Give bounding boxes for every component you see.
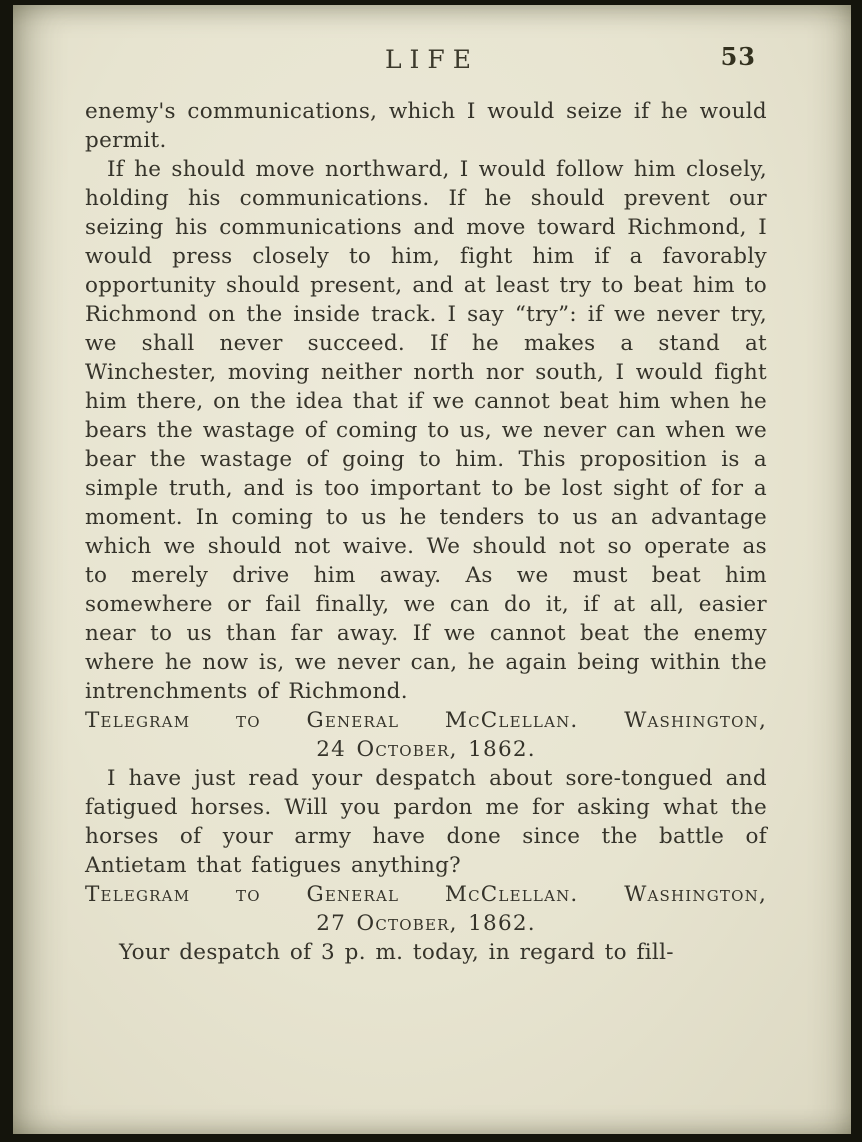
book-page — [13, 5, 851, 1134]
running-head-title: LIFE — [384, 45, 480, 74]
page-text — [85, 97, 767, 967]
paragraph: If he should move northward, I would follow him closely, holding his communications. If he should prevent our seizing his communications and move toward Richmond, I would press closely to him, fight him if a favorably opportunity should present, and at least try to beat him to Richmond on the inside track. I say “try”: if we never try, we shall never succeed. If he makes a stand at Winchester, moving neither north nor south, I would fight him there, on the idea that if we cannot beat him when he bears the wastage of coming to us, we never can when we bear the wastage of going to him. This proposition is a simple truth, and is too important to be lost sight of for a moment. In coming to us he tenders to us an advantage which we should not waive. We should not so operate as to merely drive him away. As we must beat him somewhere or fail finally, we can do it, if at all, easier near to us than far away. If we cannot beat the enemy where he now is, we never can, he again being within the intrenchments of Richmond. — [85, 157, 767, 704]
page-header — [13, 42, 851, 81]
telegram-heading-line2: 27 October, 1862. — [316, 911, 536, 936]
telegram-heading-line1: Telegram to General McClellan. Washington, — [85, 708, 767, 733]
telegram-heading — [85, 706, 767, 764]
telegram-heading — [85, 880, 767, 938]
paragraph: I have just read your despatch about sore-tongued and fatigued horses. Will you pardon me for asking what the horses of your army have done since the battle of Antietam that fatigues anything? — [85, 766, 767, 878]
page-number: 53 — [720, 42, 756, 71]
telegram-heading-line2: 24 October, 1862. — [316, 737, 536, 762]
paragraph-continuation: enemy's communications, which I would seize if he would permit. — [85, 99, 767, 153]
telegram-heading-line1: Telegram to General McClellan. Washington, — [85, 882, 767, 907]
paragraph-partial: Your despatch of 3 p. m. today, in regard to fill- — [119, 940, 674, 965]
